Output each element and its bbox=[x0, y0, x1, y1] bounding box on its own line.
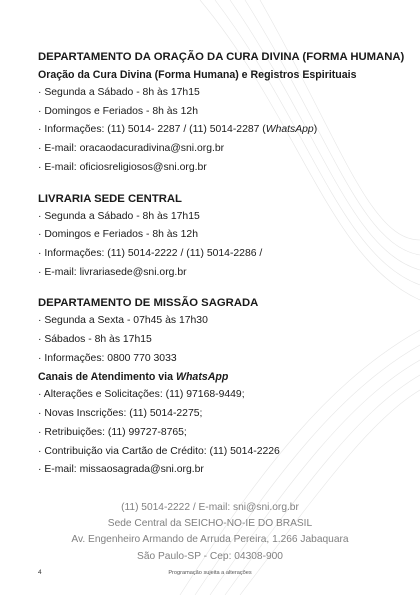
contact-content bbox=[38, 49, 410, 493]
info-suffix: ) bbox=[313, 124, 318, 136]
channel-contribuicao: · Contribuição via Cartão de Crédito: (11) 5014-2226 bbox=[38, 445, 280, 457]
hours-weekdays: · Segunda a Sexta - 07h45 às 17h30 bbox=[38, 315, 208, 327]
section-subheading: Oração da Cura Divina (Forma Humana) e Registros Espirituais bbox=[38, 69, 357, 81]
footer-contact: (11) 5014-2222 / E-mail: sni@sni.org.br bbox=[121, 502, 299, 513]
channel-retribuicoes: · Retribuições: (11) 99727-8765; bbox=[38, 426, 187, 438]
whatsapp-label: WhatsApp bbox=[265, 124, 314, 136]
email-line: · E-mail: oracaodacuradivina@sni.org.br bbox=[38, 143, 225, 155]
whatsapp-label: WhatsApp bbox=[175, 371, 229, 384]
info-phones: · Informações: (11) 5014-2222 / (11) 5014-2286 / bbox=[38, 247, 263, 259]
info-prefix: · Informações: (11) 5014- 2287 / (11) 5014-2287 ( bbox=[38, 124, 266, 136]
info-phone: · Informações: 0800 770 3033 bbox=[38, 352, 177, 364]
hours-weekdays: · Segunda a Sábado - 8h às 17h15 bbox=[38, 210, 200, 222]
footer-address bbox=[0, 500, 420, 565]
footer-street: Av. Engenheiro Armando de Arruda Pereira, 1.266 Jabaquara bbox=[71, 534, 349, 546]
channel-alteracoes: · Alterações e Solicitações: (11) 97168-9449; bbox=[38, 389, 245, 401]
section-heading: DEPARTAMENTO DA ORAÇÃO DA CURA DIVINA (FORMA HUMANA) bbox=[38, 51, 405, 63]
schedule-note: Programação sujeita a alterações bbox=[168, 570, 252, 576]
section-heading: DEPARTAMENTO DE MISSÃO SAGRADA bbox=[38, 297, 259, 310]
email-line: · E-mail: missaosagrada@sni.org.br bbox=[38, 464, 204, 476]
section-heading: LIVRARIA SEDE CENTRAL bbox=[38, 192, 182, 205]
channel-inscricoes: · Novas Inscrições: (11) 5014-2275; bbox=[38, 408, 203, 420]
section-livraria bbox=[38, 191, 410, 283]
hours-weekend: · Domingos e Feriados - 8h às 12h bbox=[38, 105, 198, 117]
email-line: · E-mail: oficiosreligiosos@sni.org.br bbox=[38, 161, 207, 173]
hours-saturday: · Sábados - 8h às 17h15 bbox=[38, 334, 152, 346]
email-line: · E-mail: livrariasede@sni.org.br bbox=[38, 266, 187, 278]
hours-weekend: · Domingos e Feriados - 8h às 12h bbox=[38, 229, 198, 241]
section-oracao bbox=[38, 49, 410, 178]
hours-weekdays: · Segunda a Sábado - 8h às 17h15 bbox=[38, 87, 200, 98]
whatsapp-heading-prefix: Canais de Atendimento via bbox=[38, 371, 176, 384]
whatsapp-channels-heading bbox=[38, 368, 410, 386]
section-missao bbox=[38, 295, 410, 480]
footer-city: São Paulo-SP - Cep: 04308-900 bbox=[137, 550, 283, 562]
footer-organization: Sede Central da SEICHO-NO-IE DO BRASIL bbox=[107, 518, 313, 530]
info-phones bbox=[38, 121, 410, 140]
page-number: 4 bbox=[38, 569, 42, 576]
